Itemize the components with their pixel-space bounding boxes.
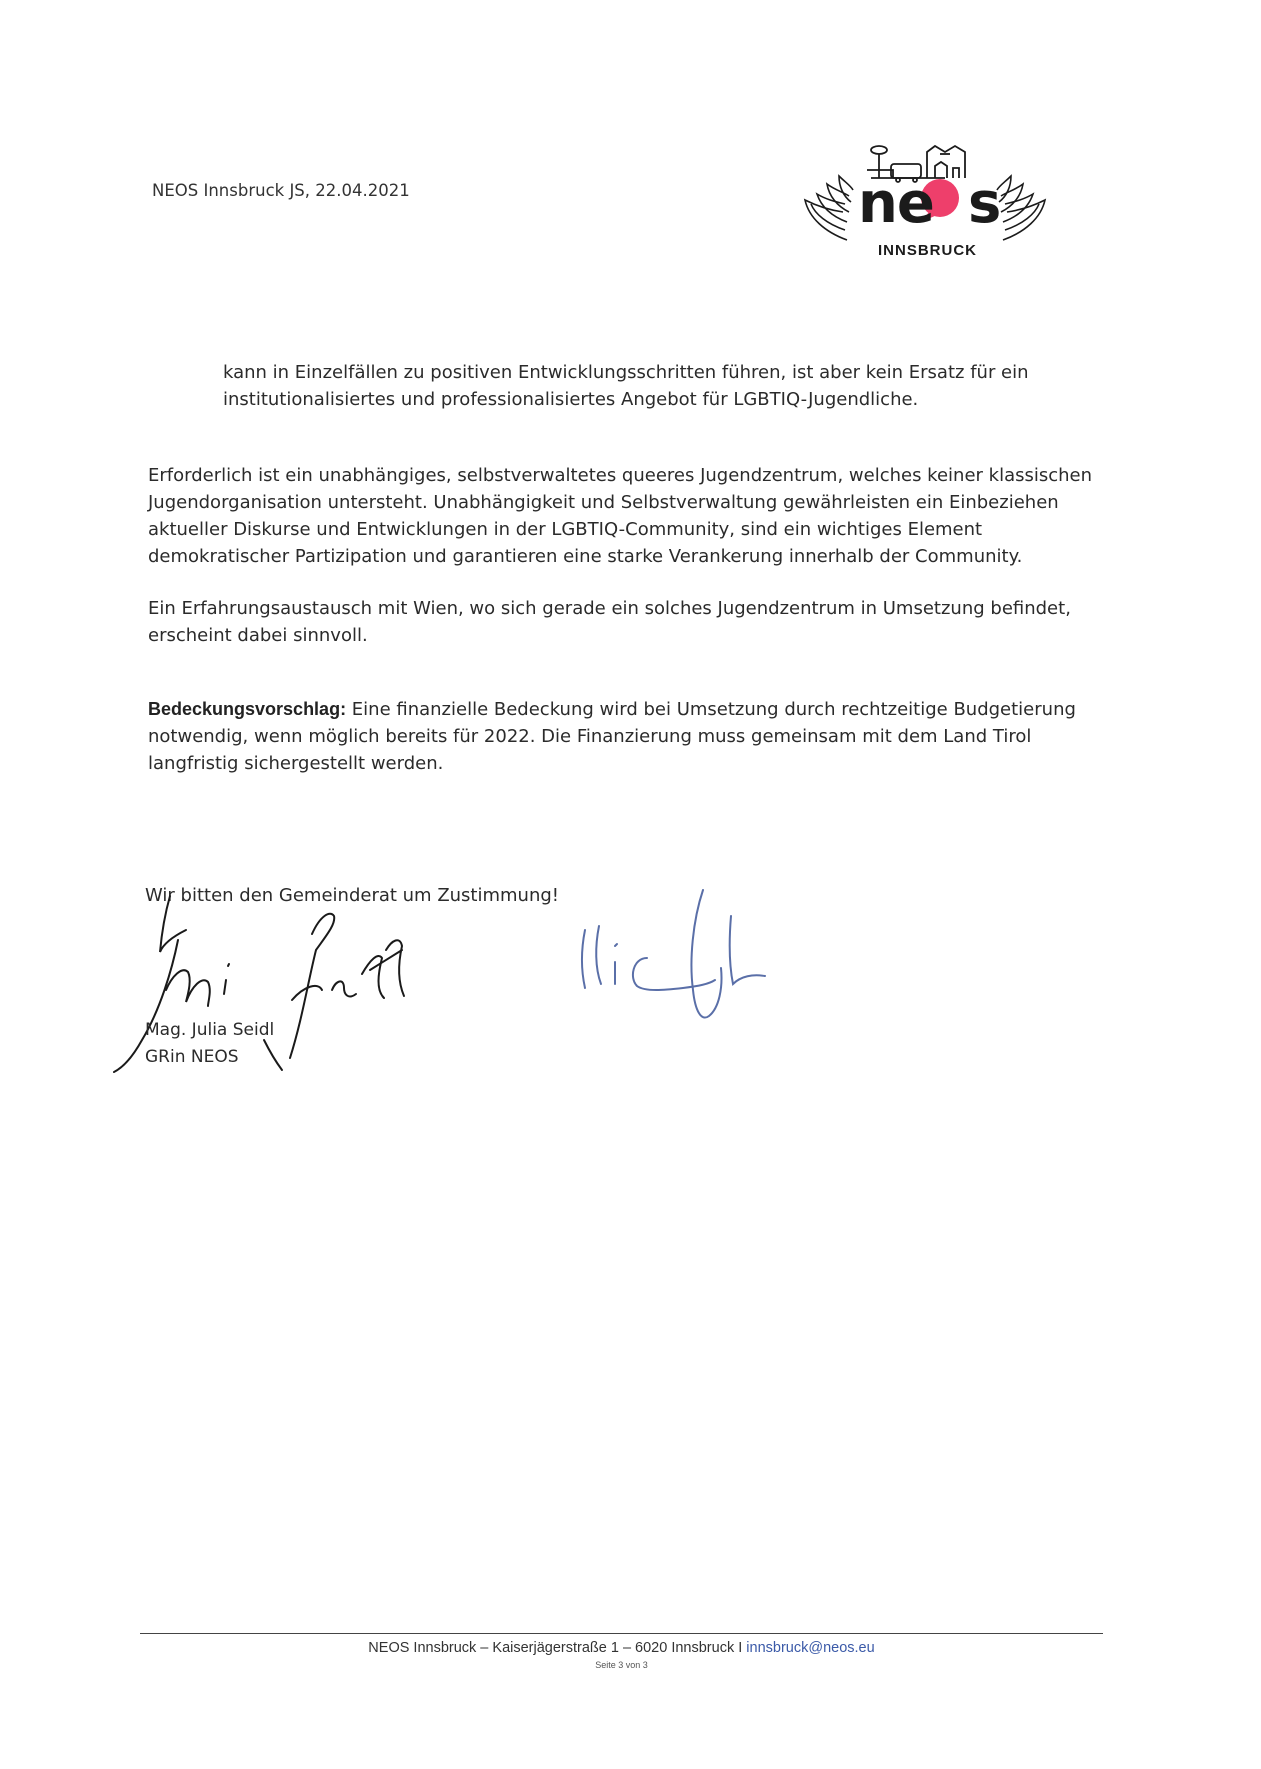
logo-subtitle: INNSBRUCK xyxy=(878,242,977,259)
footer-divider xyxy=(140,1633,1103,1634)
signer-role: GRin NEOS xyxy=(145,1047,239,1067)
coverage-label: Bedeckungsvorschlag: xyxy=(148,699,347,719)
signature-strokes xyxy=(114,896,404,1072)
footer-address-line xyxy=(140,1640,1103,1656)
closing-request: Wir bitten den Gemeinderat um Zustimmung! xyxy=(145,885,560,906)
neos-innsbruck-logo xyxy=(795,140,1055,265)
header-reference: NEOS Innsbruck JS, 22.04.2021 xyxy=(152,181,410,200)
paragraph-3: Ein Erfahrungsaustausch mit Wien, wo sich gerade ein solches Jugendzentrum in Umsetzung befindet, erscheint dabei sinnvoll. xyxy=(148,598,1071,646)
footer-address: NEOS Innsbruck – Kaiserjägerstraße 1 – 6020 Innsbruck I xyxy=(368,1640,747,1656)
signature-strokes-blue xyxy=(582,890,765,1018)
left-wing-icon xyxy=(805,176,853,240)
coverage-text: Eine finanzielle Bedeckung wird bei Umsetzung durch rechtzeitige Budgetierung notwendig, wenn möglich bereits für 2022. Die Finanzierung muss gemeinsam mit dem Land Tirol langfristig sichergestellt werden. xyxy=(148,699,1076,774)
logo-wordmark: ne s xyxy=(858,171,1001,236)
second-signature xyxy=(575,880,845,1050)
coverage-paragraph xyxy=(148,696,1108,777)
page-number: Seite 3 von 3 xyxy=(595,1660,648,1670)
paragraph-1: kann in Einzelfällen zu positiven Entwicklungsschritten führen, ist aber kein Ersatz für ein institutionalisiertes und professionalisiertes Angebot für LGBTIQ-Jugendliche. xyxy=(223,362,1029,410)
paragraph-2: Erforderlich ist ein unabhängiges, selbstverwaltetes queeres Jugendzentrum, welches keiner klassischen Jugendorganisation untersteht. Unabhängigkeit und Selbstverwaltung gewährleisten ein Einbeziehen aktueller Diskurse und Entwicklungen in der LGBTIQ-Community, sind ein wichtiges Element demokratischer Partizipation und garantieren eine starke Verankerung innerhalb der Community. xyxy=(148,465,1093,567)
signer-name: Mag. Julia Seidl xyxy=(145,1020,275,1040)
footer-email-link[interactable]: innsbruck@neos.eu xyxy=(746,1640,875,1656)
